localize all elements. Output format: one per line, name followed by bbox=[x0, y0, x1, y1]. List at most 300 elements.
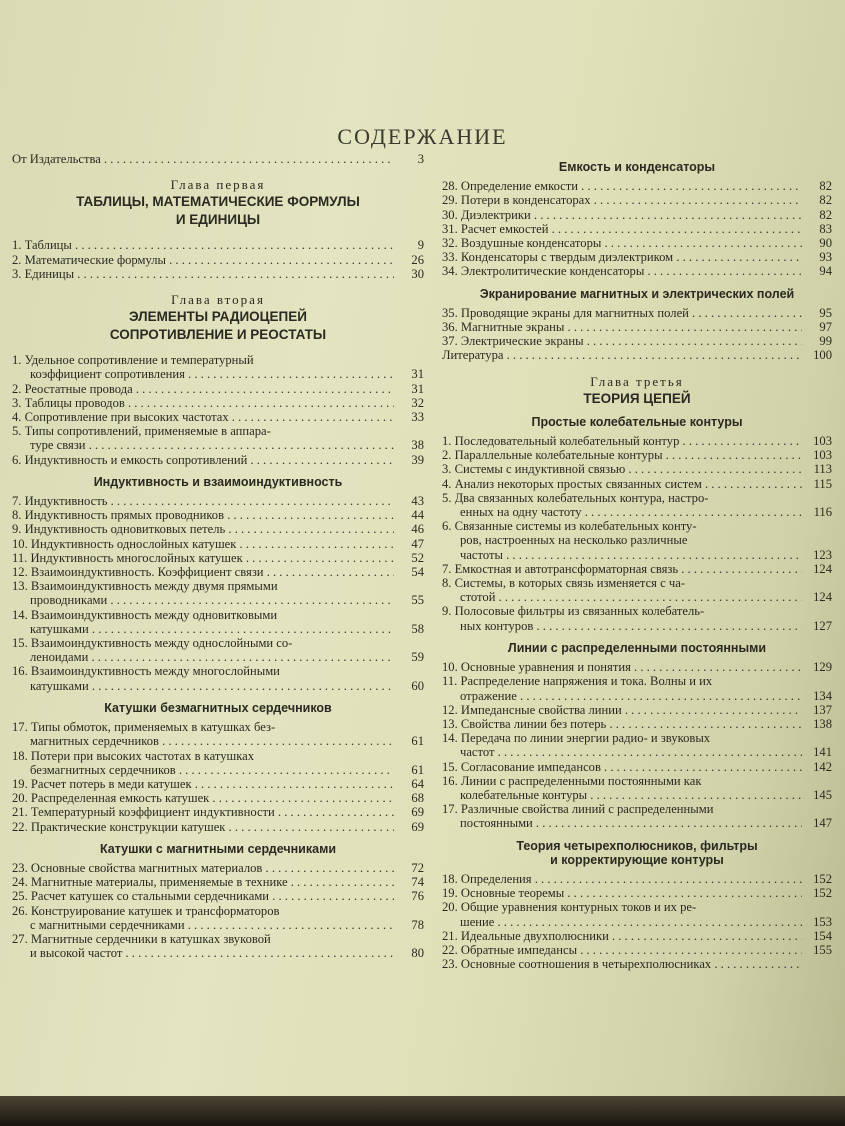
entry-title: Анализ некоторых простых связанных систем . . . bbox=[455, 477, 802, 491]
entry-title: частоты . . . bbox=[460, 548, 802, 562]
entry-number: 6. bbox=[442, 519, 455, 534]
toc-entry-continuation bbox=[442, 548, 832, 562]
entry-title: Полосовые фильтры из связанных колебатель- bbox=[454, 604, 705, 619]
entry-page: 76 bbox=[411, 889, 424, 904]
entry-page: 47 bbox=[411, 536, 424, 551]
toc-entry bbox=[12, 664, 424, 678]
chapter-title: СОПРОТИВЛЕНИЕ И РЕОСТАТЫ bbox=[109, 327, 327, 343]
entry-title: Индуктивность многослойных катушек . . . bbox=[30, 551, 394, 565]
entry-title: Расчет катушек со стальными сердечниками . . . bbox=[31, 889, 394, 903]
entry-title: постоянными . . . bbox=[460, 816, 802, 830]
entry-title: Обратные импедансы . . . bbox=[461, 943, 802, 957]
entry-page: 30 bbox=[411, 266, 424, 281]
entry-number: 13. bbox=[12, 579, 31, 594]
entry-number: 33. bbox=[442, 250, 461, 265]
toc-entry-continuation bbox=[12, 679, 424, 693]
entry-page: 44 bbox=[411, 508, 424, 523]
toc-entry bbox=[12, 353, 424, 367]
entry-title: и высокой частот . . . bbox=[30, 946, 394, 960]
toc-entry bbox=[442, 604, 832, 618]
entry-title: Температурный коэффициент индуктивности . . . bbox=[31, 805, 394, 819]
entry-title: Два связанных колебательных контура, настро- bbox=[454, 490, 709, 505]
entry-page: 152 bbox=[813, 886, 832, 901]
entry-number: 19. bbox=[442, 886, 461, 901]
entry-title: Конденсаторы с твердым диэлектриком . . . bbox=[461, 250, 802, 264]
entry-page: 74 bbox=[411, 875, 424, 890]
toc-entry bbox=[442, 957, 832, 971]
entry-page: 138 bbox=[813, 716, 832, 731]
section-heading: Простые колебательные контуры bbox=[531, 414, 743, 429]
entry-number: 8. bbox=[442, 576, 455, 591]
toc-entry-continuation bbox=[442, 745, 832, 759]
entry-number: 11. bbox=[442, 674, 461, 689]
entry-title: Распределенная емкость катушек . . . bbox=[31, 791, 394, 805]
entry-number: 4. bbox=[12, 410, 25, 425]
entry-number: 23. bbox=[442, 957, 461, 972]
entry-page: 137 bbox=[813, 702, 832, 717]
entry-page: 54 bbox=[411, 565, 424, 580]
toc-entry bbox=[12, 238, 424, 252]
entry-page: 93 bbox=[819, 250, 832, 265]
entry-page: 124 bbox=[813, 561, 832, 576]
entry-title: Индуктивность прямых проводников . . . bbox=[25, 508, 394, 522]
entry-page: 39 bbox=[411, 452, 424, 467]
entry-page: 32 bbox=[411, 395, 424, 410]
toc-entry bbox=[442, 334, 832, 348]
spacer bbox=[12, 343, 424, 353]
entry-number: 9. bbox=[12, 522, 25, 537]
entry-title: Взаимоиндуктивность. Коэффициент связи . . . bbox=[31, 565, 394, 579]
entry-number: 8. bbox=[12, 508, 25, 523]
entry-title: Взаимоиндуктивность между одновитковыми bbox=[30, 607, 278, 622]
entry-page: 43 bbox=[411, 494, 424, 509]
toc-entry bbox=[12, 805, 424, 819]
entry-number: 9. bbox=[442, 604, 455, 619]
entry-title: Свойства линии без потерь . . . bbox=[461, 717, 802, 731]
entry-title: катушками . . . bbox=[30, 679, 394, 693]
entry-number: 3. bbox=[12, 266, 25, 281]
entry-number: 5. bbox=[442, 490, 455, 505]
entry-title: Емкостная и автотрансформаторная связь . . . bbox=[455, 562, 802, 576]
entry-number: 29. bbox=[442, 193, 461, 208]
entry-page: 60 bbox=[411, 678, 424, 693]
entry-number: 18. bbox=[12, 748, 31, 763]
toc-entry-continuation bbox=[12, 622, 424, 636]
entry-number: 14. bbox=[12, 607, 31, 622]
entry-number: 22. bbox=[442, 942, 461, 957]
toc-entry bbox=[12, 565, 424, 579]
toc-entry-continuation bbox=[12, 918, 424, 932]
entry-page: 145 bbox=[813, 787, 832, 802]
entry-page: 31 bbox=[411, 381, 424, 396]
entry-page: 113 bbox=[813, 462, 832, 477]
toc-entry-continuation bbox=[442, 533, 832, 547]
entry-page: 154 bbox=[813, 928, 832, 943]
entry-title: шение . . . bbox=[460, 915, 802, 929]
chapter-title: И ЕДИНИЦЫ bbox=[175, 212, 261, 228]
entry-page: 61 bbox=[411, 734, 424, 749]
entry-title: Потери при высоких частотах в катушках bbox=[30, 748, 255, 763]
entry-number: 26. bbox=[12, 903, 31, 918]
chapter-title: ЭЛЕМЕНТЫ РАДИОЦЕПЕЙ bbox=[129, 309, 307, 325]
entry-page: 3 bbox=[417, 152, 424, 166]
toc-entry bbox=[12, 861, 424, 875]
toc-entry bbox=[12, 904, 424, 918]
entry-title: Определения . . . bbox=[461, 872, 802, 886]
entry-title: с магнитными сердечниками . . . bbox=[30, 918, 394, 932]
entry-page: 64 bbox=[411, 776, 424, 791]
entry-title: Индуктивность однослойных катушек . . . bbox=[31, 537, 394, 551]
entry-page: 61 bbox=[411, 762, 424, 777]
entry-number: 21. bbox=[12, 805, 31, 820]
toc-entry bbox=[12, 382, 424, 396]
entry-title: Расчет емкостей . . . bbox=[461, 222, 802, 236]
entry-title: Магнитные материалы, применяемые в технике . . . bbox=[31, 875, 394, 889]
entry-number: 7. bbox=[12, 494, 25, 509]
entry-number: 7. bbox=[442, 561, 455, 576]
toc-entry-continuation bbox=[442, 590, 832, 604]
entry-page: 69 bbox=[411, 819, 424, 834]
toc-entry bbox=[12, 720, 424, 734]
entry-number: 25. bbox=[12, 889, 31, 904]
entry-page: 82 bbox=[819, 207, 832, 222]
entry-number: 30. bbox=[442, 207, 461, 222]
entry-number: 20. bbox=[12, 791, 31, 806]
entry-number: 18. bbox=[442, 871, 461, 886]
entry-page: 80 bbox=[411, 946, 424, 961]
entry-number: 35. bbox=[442, 305, 461, 320]
entry-title: Согласование импедансов . . . bbox=[461, 760, 802, 774]
entry-page: 82 bbox=[819, 193, 832, 208]
entry-page: 124 bbox=[813, 590, 832, 605]
entry-page: 116 bbox=[813, 505, 832, 520]
entry-page: 142 bbox=[813, 759, 832, 774]
section-heading: Катушки с магнитными сердечниками bbox=[99, 841, 337, 856]
section-heading: Емкость и конденсаторы bbox=[558, 160, 716, 174]
toc-entry bbox=[12, 579, 424, 593]
entry-title: Индуктивность одновитковых петель . . . bbox=[25, 522, 394, 536]
entry-title: Электрические экраны . . . bbox=[461, 334, 802, 348]
toc-entry bbox=[12, 889, 424, 903]
toc-entry bbox=[12, 424, 424, 438]
toc-entry bbox=[442, 802, 832, 816]
entry-title: Диэлектрики . . . bbox=[461, 208, 802, 222]
entry-title: ных контуров . . . bbox=[460, 619, 802, 633]
entry-title: Практические конструкции катушек . . . bbox=[31, 820, 394, 834]
toc-entry bbox=[442, 900, 832, 914]
entry-title: стотой . . . bbox=[460, 590, 802, 604]
entry-page: 52 bbox=[411, 550, 424, 565]
entry-title: Воздушные конденсаторы . . . bbox=[461, 236, 802, 250]
entry-number: 10. bbox=[12, 536, 31, 551]
entry-title: отражение . . . bbox=[460, 689, 802, 703]
entry-page: 153 bbox=[813, 914, 832, 929]
toc-entry bbox=[442, 943, 832, 957]
toc-right-column bbox=[442, 152, 832, 971]
toc-entry bbox=[442, 434, 832, 448]
toc-entry bbox=[12, 253, 424, 267]
toc-entry-continuation bbox=[12, 593, 424, 607]
entry-title: Таблицы проводов . . . bbox=[25, 396, 394, 410]
entry-number: 36. bbox=[442, 320, 461, 335]
entry-number: 17. bbox=[442, 802, 461, 817]
entry-title: Основные уравнения и понятия . . . bbox=[461, 660, 802, 674]
toc-entry-continuation bbox=[442, 619, 832, 633]
entry-title: Основные свойства магнитных материалов . . . bbox=[31, 861, 394, 875]
entry-number: 3. bbox=[442, 462, 455, 477]
toc-entry bbox=[442, 236, 832, 250]
toc-entry-continuation bbox=[12, 438, 424, 452]
entry-page: 103 bbox=[813, 448, 832, 463]
entry-number: 1. bbox=[12, 238, 25, 253]
entry-title: Основные теоремы . . . bbox=[461, 886, 802, 900]
entry-page: 55 bbox=[411, 593, 424, 608]
toc-entry bbox=[442, 703, 832, 717]
entry-title: Передача по линии энергии радио- и звуковых bbox=[460, 731, 711, 746]
entry-title: Связанные системы из колебательных конту- bbox=[454, 519, 697, 534]
entry-number: 22. bbox=[12, 819, 31, 834]
toc-entry bbox=[442, 929, 832, 943]
entry-title: Литература . . . bbox=[442, 348, 802, 362]
entry-title: Системы, в которых связь изменяется с ча- bbox=[454, 576, 685, 591]
entry-number: 2. bbox=[12, 381, 25, 396]
toc-entry bbox=[442, 491, 832, 505]
entry-page: 78 bbox=[411, 917, 424, 932]
toc-entry-continuation bbox=[442, 788, 832, 802]
toc-entry bbox=[12, 551, 424, 565]
entry-title: Идеальные двухполюсники . . . bbox=[461, 929, 802, 943]
entry-title: леноидами . . . bbox=[30, 650, 394, 664]
toc-entry bbox=[442, 562, 832, 576]
entry-title: Расчет потерь в меди катушек . . . bbox=[31, 777, 394, 791]
toc-entry bbox=[442, 264, 832, 278]
entry-page: 46 bbox=[411, 522, 424, 537]
entry-title: Единицы . . . bbox=[25, 267, 394, 281]
entry-number: 31. bbox=[442, 221, 461, 236]
toc-entry bbox=[442, 208, 832, 222]
entry-page: 94 bbox=[819, 264, 832, 279]
page-title: СОДЕРЖАНИЕ bbox=[337, 124, 508, 149]
entry-page: 103 bbox=[813, 434, 832, 449]
toc-entry bbox=[442, 519, 832, 533]
entry-number: 27. bbox=[12, 931, 31, 946]
entry-page: 129 bbox=[813, 660, 832, 675]
entry-title: Взаимоиндуктивность между двумя прямыми bbox=[30, 579, 278, 594]
entry-number: 20. bbox=[442, 900, 461, 915]
entry-title: проводниками . . . bbox=[30, 593, 394, 607]
toc-entry bbox=[12, 396, 424, 410]
entry-title: Линии с распределенными постоянными как bbox=[460, 773, 702, 788]
toc-entry-continuation bbox=[12, 367, 424, 381]
entry-title: Удельное сопротивление и температурный bbox=[24, 353, 254, 368]
entry-title: Параллельные колебательные контуры . . . bbox=[455, 448, 802, 462]
toc-entry bbox=[12, 749, 424, 763]
chapter-title: ТЕОРИЯ ЦЕПЕЙ bbox=[583, 390, 691, 406]
entry-title: Индуктивность и емкость сопротивлений . . . bbox=[25, 453, 394, 467]
entry-number: 12. bbox=[442, 702, 461, 717]
entry-page: 69 bbox=[411, 805, 424, 820]
toc-entry bbox=[12, 608, 424, 622]
entry-title: Типы сопротивлений, применяемые в аппара- bbox=[24, 424, 271, 439]
toc-entry-continuation bbox=[12, 763, 424, 777]
entry-number: 1. bbox=[12, 353, 25, 368]
entry-page: 99 bbox=[819, 334, 832, 349]
entry-page: 31 bbox=[411, 367, 424, 382]
entry-number: 4. bbox=[442, 476, 455, 491]
entry-page: 123 bbox=[813, 547, 832, 562]
entry-page: 33 bbox=[411, 410, 424, 425]
entry-title: Общие уравнения контурных токов и их ре- bbox=[460, 900, 697, 915]
entry-title: Магнитные сердечники в катушках звуковой bbox=[30, 931, 271, 946]
entry-title: Типы обмоток, применяемых в катушках без- bbox=[30, 720, 276, 735]
toc-entry bbox=[442, 320, 832, 334]
toc-entry bbox=[442, 348, 832, 362]
entry-number: 24. bbox=[12, 875, 31, 890]
entry-number: 3. bbox=[12, 395, 25, 410]
chapter-label: Глава первая bbox=[170, 177, 266, 193]
entry-number: 37. bbox=[442, 334, 461, 349]
entry-title: От Издательства . . . bbox=[12, 152, 394, 166]
spacer bbox=[12, 228, 424, 238]
toc-entry bbox=[12, 494, 424, 508]
entry-page: 38 bbox=[411, 438, 424, 453]
toc-entry bbox=[442, 306, 832, 320]
entry-title: Реостатные провода . . . bbox=[25, 382, 394, 396]
entry-number: 16. bbox=[12, 664, 31, 679]
entry-title: Потери в конденсаторах . . . bbox=[461, 193, 802, 207]
entry-number: 2. bbox=[12, 252, 25, 267]
entry-title: Импедансные свойства линии . . . bbox=[461, 703, 802, 717]
entry-title: частот . . . bbox=[460, 745, 802, 759]
toc-entry bbox=[442, 462, 832, 476]
section-heading: Экранирование магнитных и электрических полей bbox=[479, 286, 795, 301]
toc-entry-continuation bbox=[442, 505, 832, 519]
toc-entry bbox=[442, 660, 832, 674]
toc-entry bbox=[442, 193, 832, 207]
entry-title: Последовательный колебательный контур . . . bbox=[455, 434, 802, 448]
toc-entry-continuation bbox=[12, 650, 424, 664]
entry-title: Таблицы . . . bbox=[25, 238, 394, 252]
toc-entry bbox=[12, 777, 424, 791]
entry-number: 6. bbox=[12, 452, 25, 467]
section-heading: и корректирующие контуры bbox=[550, 852, 724, 867]
entry-number: 34. bbox=[442, 264, 461, 279]
entry-page: 68 bbox=[411, 791, 424, 806]
entry-title: Индуктивность . . . bbox=[25, 494, 394, 508]
section-heading: Теория четырехполюсников, фильтры bbox=[516, 838, 758, 853]
toc-entry bbox=[442, 576, 832, 590]
toc-entry bbox=[12, 453, 424, 467]
entry-number: 21. bbox=[442, 928, 461, 943]
entry-title: Основные соотношения в четырехполюсниках . . . bbox=[461, 957, 802, 971]
section-heading: Линии с распределенными постоянными bbox=[507, 640, 767, 655]
entry-number: 2. bbox=[442, 448, 455, 463]
entry-number: 17. bbox=[12, 720, 31, 735]
entry-title: Электролитические конденсаторы . . . bbox=[461, 264, 802, 278]
entry-number: 15. bbox=[12, 636, 31, 651]
entry-page: 72 bbox=[411, 860, 424, 875]
entry-page: 100 bbox=[813, 348, 832, 363]
toc-entry bbox=[12, 508, 424, 522]
entry-title: колебательные контуры . . . bbox=[460, 788, 802, 802]
toc-entry bbox=[442, 717, 832, 731]
entry-number: 11. bbox=[12, 550, 31, 565]
entry-title: безмагнитных сердечников . . . bbox=[30, 763, 394, 777]
entry-title: Различные свойства линий с распределенными bbox=[460, 802, 714, 817]
entry-title: Взаимоиндуктивность между многослойными bbox=[30, 664, 280, 679]
entry-page: 95 bbox=[819, 305, 832, 320]
toc-entry bbox=[12, 267, 424, 281]
entry-page: 155 bbox=[813, 942, 832, 957]
entry-title: магнитных сердечников . . . bbox=[30, 734, 394, 748]
toc-entry-continuation bbox=[442, 915, 832, 929]
toc-entry-continuation bbox=[442, 689, 832, 703]
toc-entry bbox=[442, 731, 832, 745]
entry-title: катушками . . . bbox=[30, 622, 394, 636]
toc-entry bbox=[442, 774, 832, 788]
entry-page: 97 bbox=[819, 320, 832, 335]
entry-page: 127 bbox=[813, 618, 832, 633]
section-heading: Индуктивность и взаимоиндуктивность bbox=[93, 474, 343, 489]
toc-entry bbox=[442, 886, 832, 900]
chapter-label: Глава третья bbox=[590, 373, 684, 389]
entry-title: туре связи . . . bbox=[30, 438, 394, 452]
entry-number: 14. bbox=[442, 731, 461, 746]
toc-entry bbox=[442, 179, 832, 193]
toc-entry bbox=[12, 932, 424, 946]
entry-number: 13. bbox=[442, 716, 461, 731]
entry-number: 28. bbox=[442, 179, 461, 194]
entry-title: Сопротивление при высоких частотах . . . bbox=[25, 410, 394, 424]
toc-entry bbox=[12, 522, 424, 536]
toc-entry bbox=[12, 636, 424, 650]
entry-title: Определение емкости . . . bbox=[461, 179, 802, 193]
toc-entry bbox=[442, 250, 832, 264]
entry-page: 134 bbox=[813, 688, 832, 703]
section-heading: Катушки безмагнитных сердечников bbox=[104, 700, 332, 715]
entry-number: 32. bbox=[442, 236, 461, 251]
entry-page: 141 bbox=[813, 745, 832, 760]
entry-title: Распределение напряжения и тока. Волны и их bbox=[460, 674, 713, 689]
entry-title: Конструирование катушек и трансформаторов bbox=[30, 903, 280, 918]
entry-page: 26 bbox=[411, 252, 424, 267]
entry-page: 115 bbox=[813, 476, 832, 491]
entry-page: 90 bbox=[819, 236, 832, 251]
toc-entry bbox=[442, 674, 832, 688]
toc-entry bbox=[442, 760, 832, 774]
entry-title: ров, настроенных на несколько различные bbox=[460, 533, 688, 548]
toc-entry bbox=[12, 791, 424, 805]
toc-entry bbox=[12, 410, 424, 424]
toc-entry bbox=[12, 152, 424, 166]
chapter-label: Глава вторая bbox=[171, 292, 265, 308]
entry-page: 9 bbox=[417, 238, 424, 253]
entry-title: Математические формулы . . . bbox=[25, 253, 394, 267]
toc-entry bbox=[12, 875, 424, 889]
entry-number: 1. bbox=[442, 434, 455, 449]
entry-title: Взаимоиндуктивность между однослойными со- bbox=[30, 636, 293, 651]
entry-title: Проводящие экраны для магнитных полей . . . bbox=[461, 306, 802, 320]
toc-entry bbox=[442, 222, 832, 236]
toc-entry bbox=[442, 448, 832, 462]
entry-number: 10. bbox=[442, 660, 461, 675]
toc-entry bbox=[12, 820, 424, 834]
entry-page: 83 bbox=[819, 221, 832, 236]
toc-entry-continuation bbox=[442, 816, 832, 830]
toc-entry bbox=[12, 537, 424, 551]
toc-entry-continuation bbox=[12, 946, 424, 960]
entry-title: енных на одну частоту . . . bbox=[460, 505, 802, 519]
